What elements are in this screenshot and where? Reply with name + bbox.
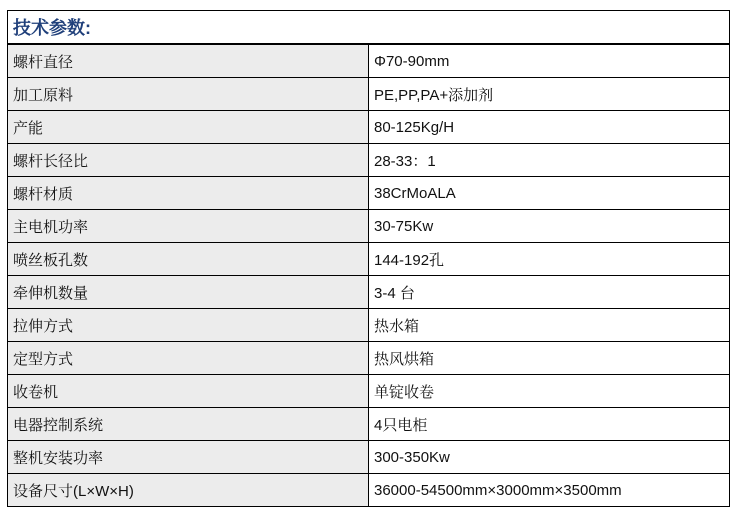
param-label: 螺杆材质 bbox=[8, 177, 369, 210]
param-label: 产能 bbox=[8, 111, 369, 144]
table-row bbox=[8, 243, 730, 276]
param-value: 热风烘箱 bbox=[369, 342, 730, 375]
param-value: Φ70-90mm bbox=[369, 44, 730, 78]
param-label: 牵伸机数量 bbox=[8, 276, 369, 309]
param-label: 螺杆长径比 bbox=[8, 144, 369, 177]
table-row bbox=[8, 309, 730, 342]
table-row bbox=[8, 210, 730, 243]
param-label: 螺杆直径 bbox=[8, 44, 369, 78]
spec-table-container bbox=[7, 10, 730, 507]
param-value: 28-33：1 bbox=[369, 144, 730, 177]
table-row bbox=[8, 474, 730, 507]
param-value: 30-75Kw bbox=[369, 210, 730, 243]
table-row bbox=[8, 342, 730, 375]
table-row bbox=[8, 44, 730, 78]
table-row bbox=[8, 408, 730, 441]
table-row bbox=[8, 78, 730, 111]
param-label: 设备尺寸(L×W×H) bbox=[8, 474, 369, 507]
param-value: 144-192孔 bbox=[369, 243, 730, 276]
table-row bbox=[8, 375, 730, 408]
param-value: 4只电柜 bbox=[369, 408, 730, 441]
param-value: 80-125Kg/H bbox=[369, 111, 730, 144]
param-value: PE,PP,PA+添加剂 bbox=[369, 78, 730, 111]
param-value: 单锭收卷 bbox=[369, 375, 730, 408]
param-label: 主电机功率 bbox=[8, 210, 369, 243]
param-value: 36000-54500mm×3000mm×3500mm bbox=[369, 474, 730, 507]
table-row bbox=[8, 177, 730, 210]
title-row bbox=[8, 11, 730, 45]
table-row bbox=[8, 111, 730, 144]
param-value: 3-4 台 bbox=[369, 276, 730, 309]
param-label: 加工原料 bbox=[8, 78, 369, 111]
param-value: 300-350Kw bbox=[369, 441, 730, 474]
spec-table bbox=[7, 10, 730, 507]
table-row bbox=[8, 441, 730, 474]
param-value: 热水箱 bbox=[369, 309, 730, 342]
table-row bbox=[8, 276, 730, 309]
param-label: 收卷机 bbox=[8, 375, 369, 408]
section-title: 技术参数: bbox=[8, 11, 730, 45]
param-label: 定型方式 bbox=[8, 342, 369, 375]
param-label: 电器控制系统 bbox=[8, 408, 369, 441]
param-value: 38CrMoALA bbox=[369, 177, 730, 210]
param-label: 拉伸方式 bbox=[8, 309, 369, 342]
table-row bbox=[8, 144, 730, 177]
param-label: 喷丝板孔数 bbox=[8, 243, 369, 276]
param-label: 整机安装功率 bbox=[8, 441, 369, 474]
